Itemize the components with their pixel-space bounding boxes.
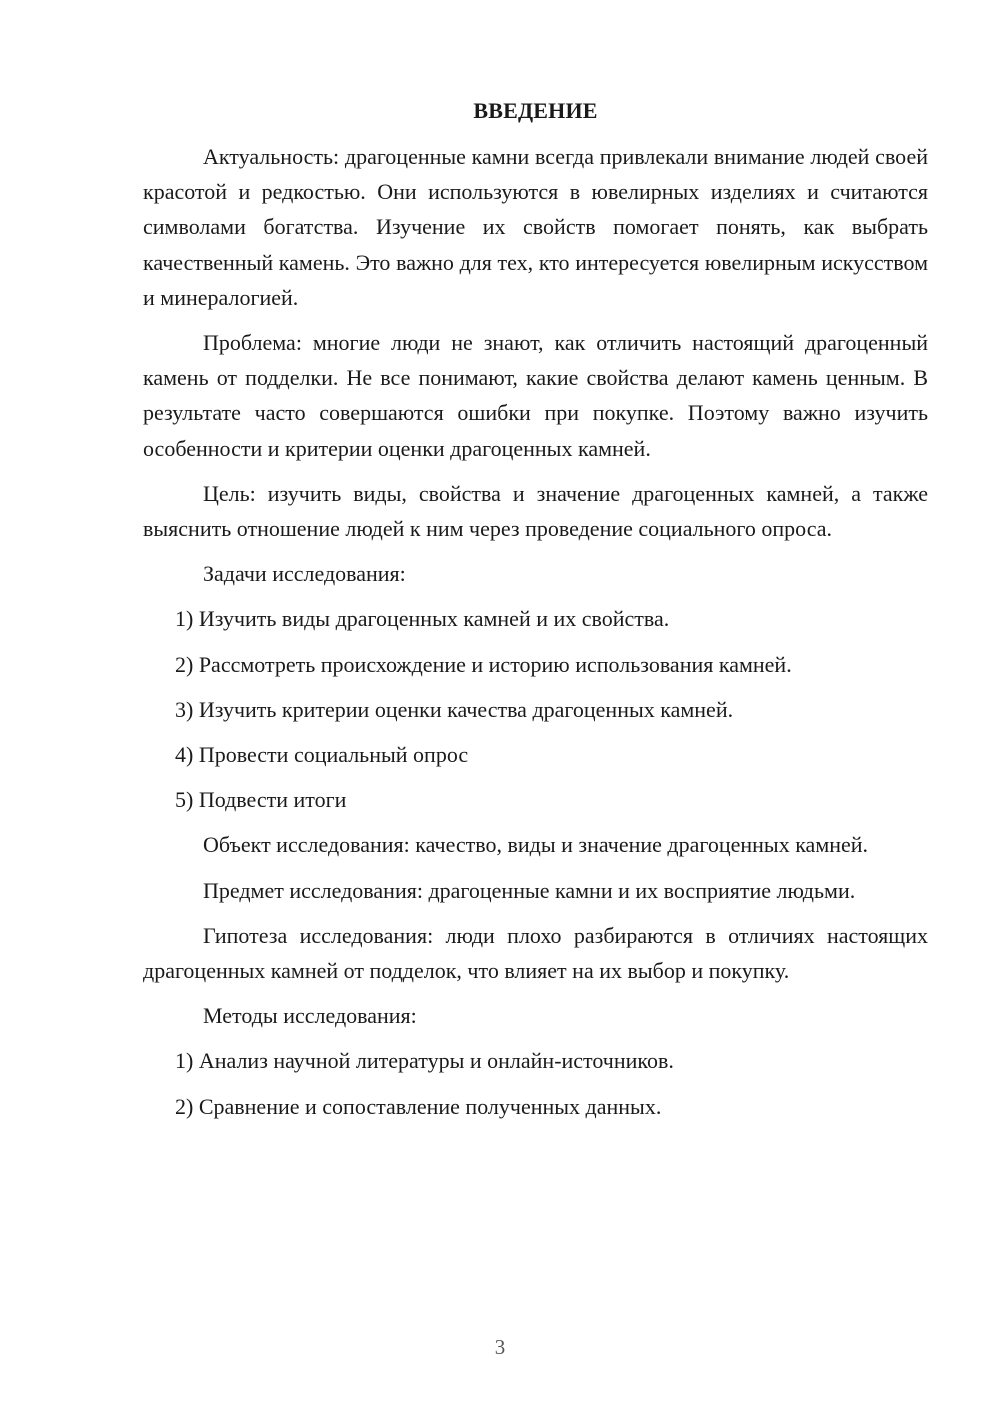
section-heading: ВВЕДЕНИЕ bbox=[473, 98, 598, 123]
task-item: 5) Подвести итоги bbox=[175, 787, 347, 813]
task-item: 4) Провести социальный опрос bbox=[175, 742, 469, 768]
method-item: 1) Анализ научной литературы и онлайн-источников. bbox=[175, 1048, 674, 1074]
task-item: 3) Изучить критерии оценки качества драгоценных камней. bbox=[175, 696, 734, 722]
hypothesis-paragraph: Гипотеза исследования: люди плохо разбираются в отличиях настоящих драгоценных камней от подделок, что влияет на их выбор и покупку. bbox=[143, 922, 928, 984]
tasks-heading: Задачи исследования: bbox=[203, 561, 406, 587]
methods-heading: Методы исследования: bbox=[203, 1003, 417, 1029]
task-item: 1) Изучить виды драгоценных камней и их свойства. bbox=[175, 606, 670, 632]
relevance-paragraph: Актуальность: драгоценные камни всегда привлекали внимание людей своей красотой и редкостью. Они используются в ювелирных изделиях и считаются символами богатства. Изучение их свойств помогает понять, как выбрать качественный камень. Это важно для тех, кто интересуется ювелирным искусством и минералогией. bbox=[143, 144, 928, 310]
subject-paragraph: Предмет исследования: драгоценные камни и их восприятие людьми. bbox=[203, 877, 856, 903]
goal-paragraph: Цель: изучить виды, свойства и значение драгоценных камней, а также выяснить отношение людей к ним через проведение социального опроса. bbox=[143, 480, 928, 542]
task-item: 2) Рассмотреть происхождение и историю использования камней. bbox=[175, 651, 792, 677]
object-paragraph: Объект исследования: качество, виды и значение драгоценных камней. bbox=[203, 832, 869, 858]
method-item: 2) Сравнение и сопоставление полученных данных. bbox=[175, 1093, 662, 1119]
page-number: 3 bbox=[494, 1335, 506, 1359]
page-content bbox=[143, 95, 928, 1134]
problem-paragraph: Проблема: многие люди не знают, как отличить настоящий драгоценный камень от подделки. Не все понимают, какие свойства делают камень ценным. В результате часто совершаются ошибки при покупке. Поэтому важно изучить особенности и критерии оценки драгоценных камней. bbox=[143, 330, 928, 461]
